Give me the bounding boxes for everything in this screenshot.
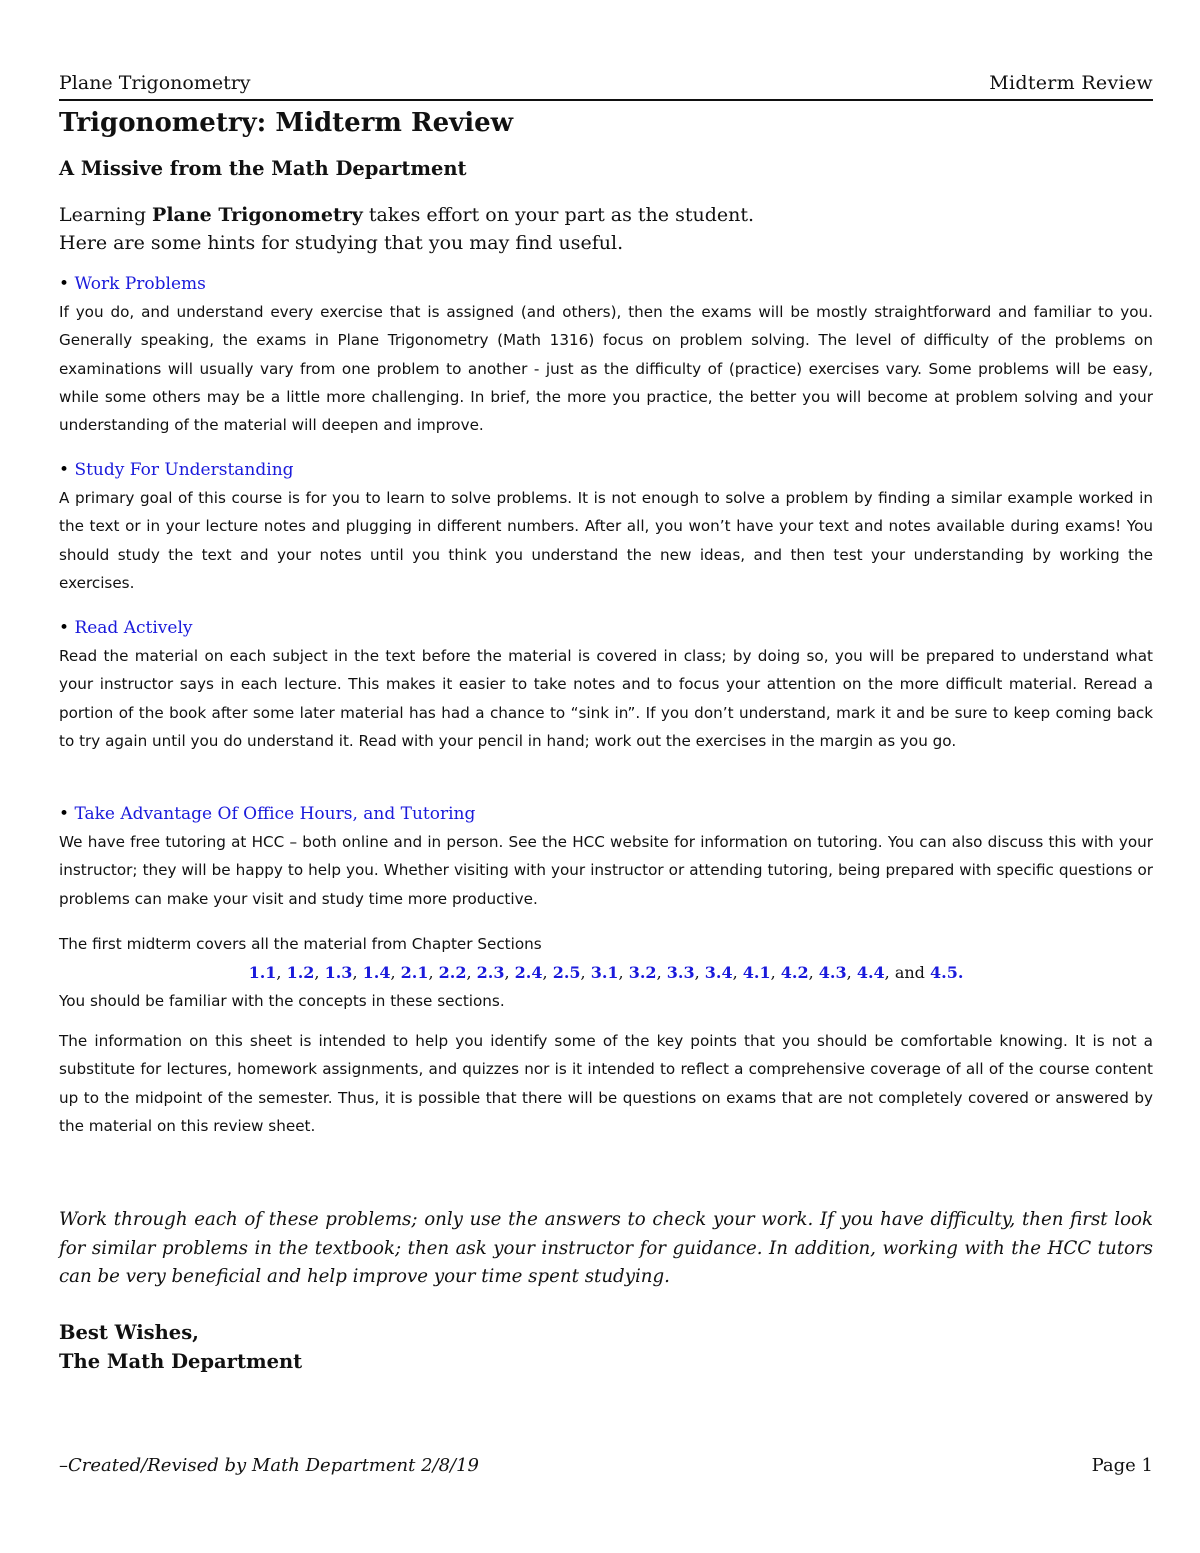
tip-title: Work Problems bbox=[74, 274, 206, 294]
chapter-section-number: 3.4 bbox=[704, 963, 733, 983]
midterm-intro: The first midterm covers all the material from Chapter Sections bbox=[59, 935, 542, 953]
midterm-outro: You should be familiar with the concepts in these sections. bbox=[59, 992, 505, 1011]
chapter-section-number: 2.5 bbox=[552, 963, 581, 983]
tip-title: Take Advantage Of Office Hours, and Tutoring bbox=[74, 804, 476, 824]
tip-heading bbox=[59, 615, 1153, 641]
bullet-icon: • bbox=[59, 804, 70, 824]
intro-course-bold: Plane Trigonometry bbox=[152, 204, 363, 226]
midterm-coverage bbox=[59, 930, 1153, 1016]
tip-body: A primary goal of this course is for you to learn to solve problems. It is not enough to solve a problem by finding a similar example worked in the text or in your lecture notes and plugging in different numbers. After all, you won’t have your text and notes available during exams! You should study the text and your notes until you think you understand the new ideas, and then test your understanding by working the exercises. bbox=[59, 489, 1153, 592]
advice-paragraph: Work through each of these problems; only use the answers to check your work. If you have difficulty, then first look for similar problems in the textbook; then ask your instructor for guidance. In addition, working with the HCC tutors can be very beneficial and help improve your time spent studying. bbox=[59, 1209, 1153, 1287]
header-rule bbox=[59, 99, 1153, 101]
bullet-icon: • bbox=[59, 618, 70, 638]
intro-text-pre: Learning bbox=[59, 204, 153, 226]
chapter-section-number: 2.2 bbox=[438, 963, 467, 983]
document-page bbox=[59, 0, 1153, 1553]
chapter-section-number: 1.1 bbox=[248, 963, 277, 983]
intro-paragraph bbox=[59, 201, 1153, 257]
intro-text-post: takes effort on your part as the student. bbox=[362, 204, 755, 226]
chapter-section-number: 3.2 bbox=[628, 963, 657, 983]
closing-line-1: Best Wishes, bbox=[59, 1321, 199, 1344]
sections-end-period: . bbox=[957, 963, 964, 983]
chapter-section-number: 1.3 bbox=[324, 963, 353, 983]
chapter-section-number: 3.1 bbox=[590, 963, 619, 983]
sections-and-word: and bbox=[889, 963, 931, 983]
running-header bbox=[59, 72, 1153, 98]
bullet-icon: • bbox=[59, 460, 70, 480]
chapter-section-number: 3.3 bbox=[666, 963, 695, 983]
footer-credit: –Created/Revised by Math Department 2/8/19 bbox=[59, 1455, 480, 1476]
chapter-section-number: 4.2 bbox=[780, 963, 809, 983]
tip-heading bbox=[59, 271, 1153, 297]
tip-heading bbox=[59, 457, 1153, 483]
closing-line-2: The Math Department bbox=[59, 1350, 303, 1373]
chapter-section-number: 4.3 bbox=[818, 963, 847, 983]
chapter-section-number: 4.4 bbox=[856, 963, 885, 983]
tip-section-study-for-understanding bbox=[59, 457, 1153, 597]
info-paragraph: The information on this sheet is intended to help you identify some of the key points that you should be comfortable knowing. It is not a substitute for lectures, homework assignments, and quizzes nor is it intended to reflect a comprehensive coverage of all of the course content up to the midpoint of the semester. Thus, it is possible that there will be questions on exams that are not completely covered or answered by the material on this review sheet. bbox=[59, 1032, 1153, 1135]
tip-body: Read the material on each subject in the text before the material is covered in class; by doing so, you will be prepared to understand what your instructor says in each lecture. This makes it easier to take notes and to focus your attention on the more difficult material. Reread a portion of the book after some later material has had a chance to “sink in”. If you don’t understand, mark it and be sure to keep coming back to try again until you do understand it. Read with your pencil in hand; work out the exercises in the margin as you go. bbox=[59, 647, 1153, 750]
tip-heading bbox=[59, 801, 1153, 827]
bullet-icon: • bbox=[59, 274, 70, 294]
intro-line-2: Here are some hints for studying that you may find useful. bbox=[59, 232, 624, 254]
tip-section-read-actively bbox=[59, 615, 1153, 755]
header-doc-name: Midterm Review bbox=[989, 72, 1153, 94]
page-subtitle: A Missive from the Math Department bbox=[59, 157, 467, 180]
page-number: Page 1 bbox=[1091, 1455, 1153, 1476]
chapter-section-number: 4.1 bbox=[742, 963, 771, 983]
tip-section-office-hours bbox=[59, 801, 1153, 913]
chapter-section-number: 1.2 bbox=[286, 963, 315, 983]
chapter-section-number: 2.1 bbox=[400, 963, 429, 983]
chapter-section-number: 2.4 bbox=[514, 963, 543, 983]
tip-section-work-problems bbox=[59, 271, 1153, 439]
page-footer bbox=[59, 1455, 1153, 1476]
chapter-section-number: 2.3 bbox=[476, 963, 505, 983]
header-course-name: Plane Trigonometry bbox=[59, 72, 251, 94]
tip-title: Read Actively bbox=[74, 618, 193, 638]
closing-signature bbox=[59, 1318, 302, 1376]
chapter-sections-list: 1.1, 1.2, 1.3, 1.4, 2.1, 2.2, 2.3, 2.4, 2.5, 3.1, 3.2, 3.3, 3.4, 4.1, 4.2, 4.3, 4.4, and 4.5. bbox=[248, 963, 964, 983]
tip-body: We have free tutoring at HCC – both online and in person. See the HCC website for information on tutoring. You can also discuss this with your instructor; they will be happy to help you. Whether visiting with your instructor or attending tutoring, being prepared with specific questions or problems can make your visit and study time more productive. bbox=[59, 833, 1153, 908]
tip-body: If you do, and understand every exercise that is assigned (and others), then the exams will be mostly straightforward and familiar to you. Generally speaking, the exams in Plane Trigonometry (Math 1316) focus on problem solving. The level of difficulty of the problems on examinations will usually vary from one problem to another - just as the difficulty of (practice) exercises vary. Some problems will be easy, while some others may be a little more challenging. In brief, the more you practice, the better you will become at problem solving and your understanding of the material will deepen and improve. bbox=[59, 303, 1153, 435]
chapter-section-number: 1.4 bbox=[362, 963, 391, 983]
tip-title: Study For Understanding bbox=[74, 460, 294, 480]
page-title: Trigonometry: Midterm Review bbox=[59, 108, 514, 138]
chapter-section-number: 4.5 bbox=[930, 963, 958, 983]
